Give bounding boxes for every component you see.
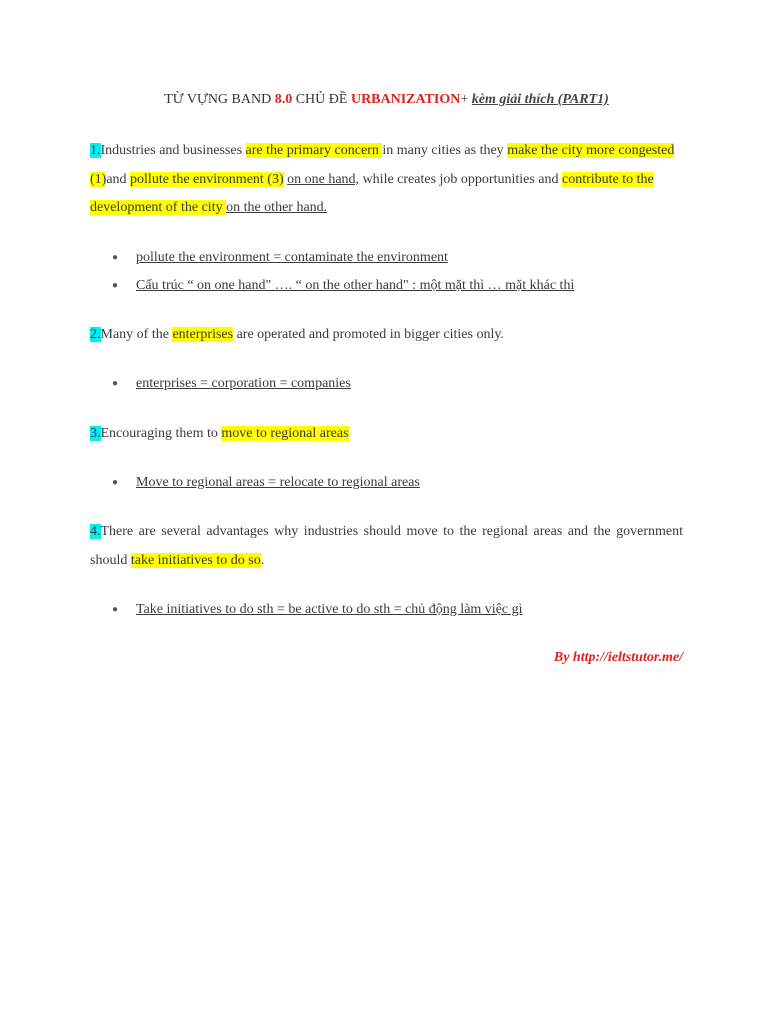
text-segment: while creates job opportunities and <box>359 171 563 187</box>
document-title <box>90 92 683 108</box>
section-number: 4. <box>90 524 101 539</box>
title-plus: + <box>460 92 472 107</box>
underlined-phrase: on the other hand. <box>226 200 328 215</box>
bullet-text: pollute the environment = contaminate the environment <box>136 250 448 265</box>
highlight-phrase: contribute to the development of the city <box>90 171 654 215</box>
section-2-paragraph <box>90 321 683 350</box>
underlined-phrase: on one hand, <box>287 171 360 187</box>
highlight-phrase: pollute the environment (3) <box>130 171 284 187</box>
bullet-text: Take initiatives to do sth = be active to do sth = chủ động làm việc gì <box>136 602 523 617</box>
highlight-phrase: take initiatives to do so <box>130 552 261 568</box>
title-topic: URBANIZATION <box>350 92 461 107</box>
text-segment: are operated and promoted in bigger cities only. <box>233 327 504 342</box>
title-part2: CHỦ ĐỀ <box>292 92 351 107</box>
section-number: 3. <box>90 426 101 441</box>
highlight-phrase: make the city more congested (1) <box>90 143 675 187</box>
text-segment: Many of the <box>100 327 173 342</box>
bullet-dot-icon: ● <box>112 280 119 291</box>
bullet-dot-icon: ● <box>112 252 119 263</box>
title-subtitle: kèm giải thích (PART1) <box>471 92 609 107</box>
bullet-dot-icon: ● <box>112 477 119 488</box>
section-number: 1. <box>90 143 101 158</box>
section-number: 2. <box>90 327 101 342</box>
text-segment: and <box>106 171 131 187</box>
title-part1: TỪ VỰNG BAND <box>164 92 275 107</box>
text-segment: There are several advantages why industries should move to the regional areas and the government should <box>90 524 683 568</box>
section-1-paragraph <box>90 137 683 223</box>
highlight-phrase: enterprises <box>172 327 234 342</box>
highlight-phrase: are the primary concern <box>245 143 383 158</box>
text-segment: in many cities as they <box>382 143 508 158</box>
text-segment: . <box>260 552 265 568</box>
bullet-text: enterprises = corporation = companies <box>136 376 351 391</box>
text-segment: Encouraging them to <box>100 426 222 441</box>
bullet-dot-icon: ● <box>112 604 119 615</box>
bullet-dot-icon: ● <box>112 378 119 389</box>
byline-link[interactable]: By http://ieltstutor.me/ <box>553 650 683 665</box>
highlight-phrase: move to regional areas <box>221 426 349 441</box>
bullet-text: Move to regional areas = relocate to regional areas <box>136 475 420 490</box>
section-4-paragraph <box>90 518 683 575</box>
bullet-text: Cấu trúc “ on one hand" …. “ on the other hand" : một mặt thì … mặt khác thì <box>136 278 575 293</box>
text-segment: Industries and businesses <box>100 143 246 158</box>
section-3-paragraph <box>90 420 683 449</box>
title-score: 8.0 <box>274 92 293 107</box>
